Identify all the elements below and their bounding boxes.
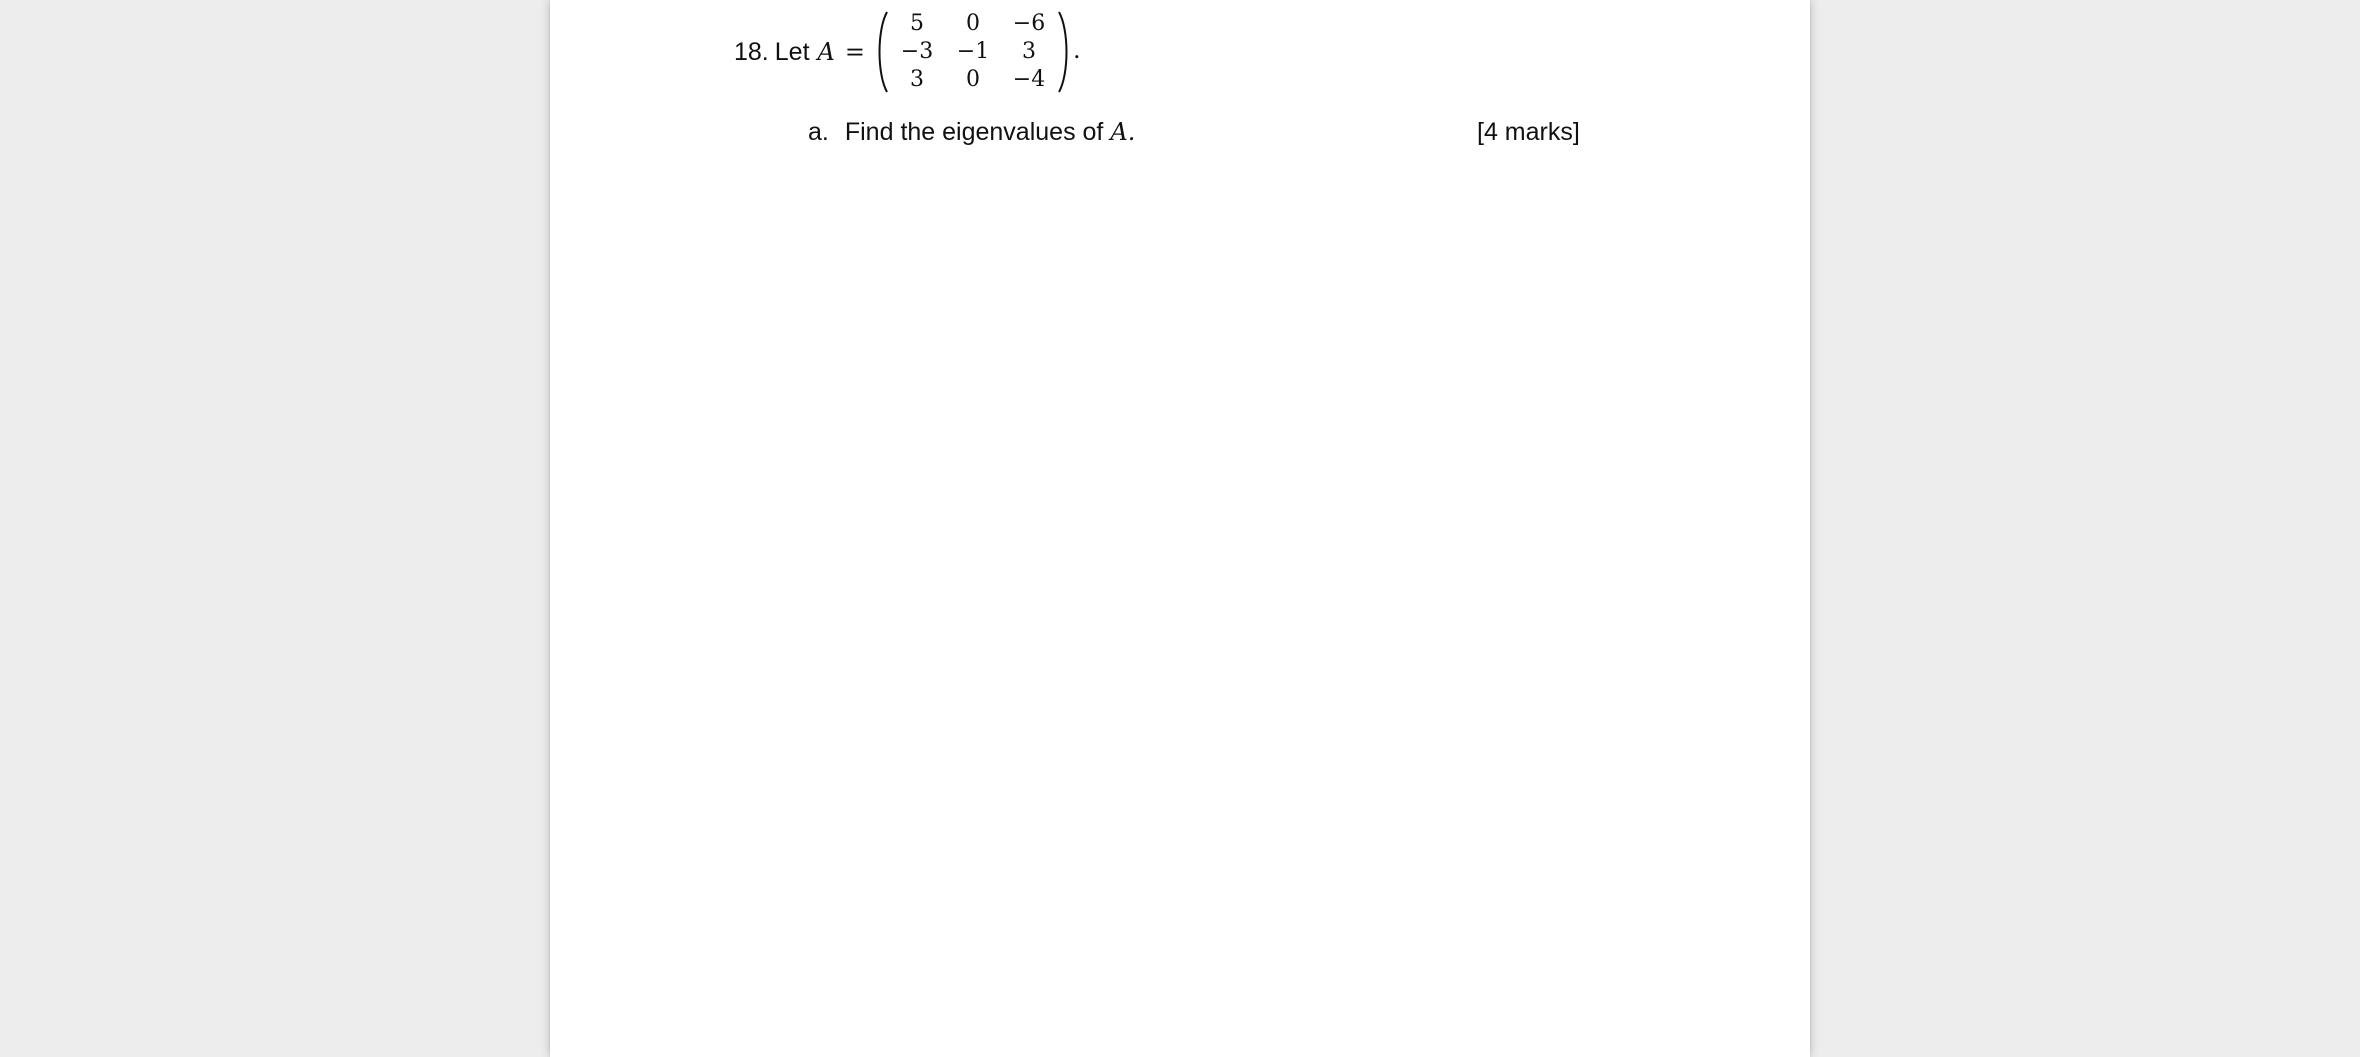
matrix-cell: −3 (900, 39, 934, 64)
matrix-cell: −6 (1012, 11, 1046, 36)
document-page (550, 0, 1810, 1057)
question-intro: Let (774, 37, 810, 66)
question-number: 18. (734, 37, 769, 66)
part-a-label: a. (808, 118, 829, 146)
part-a-text: Find the eigenvalues of (844, 118, 1104, 146)
matrix-cell: −1 (956, 39, 990, 64)
left-paren (875, 10, 889, 94)
matrix-period: . (1072, 36, 1081, 64)
part-a (808, 118, 1135, 147)
matrix-cell: −4 (1012, 67, 1046, 92)
matrix-cell: 5 (909, 11, 924, 36)
right-paren (1057, 10, 1071, 94)
matrix-cell: 0 (965, 11, 980, 36)
part-a-variable: A. (1110, 118, 1136, 146)
matrix-A (889, 10, 1057, 94)
matrix-cell: 3 (909, 67, 924, 92)
matrix-cell: 3 (1021, 39, 1036, 64)
equals-sign: = (844, 38, 865, 66)
matrix-cell: 0 (965, 67, 980, 92)
matrix-variable: A (817, 38, 835, 66)
part-a-marks: [4 marks] (1477, 118, 1580, 146)
question-18 (734, 10, 1081, 94)
